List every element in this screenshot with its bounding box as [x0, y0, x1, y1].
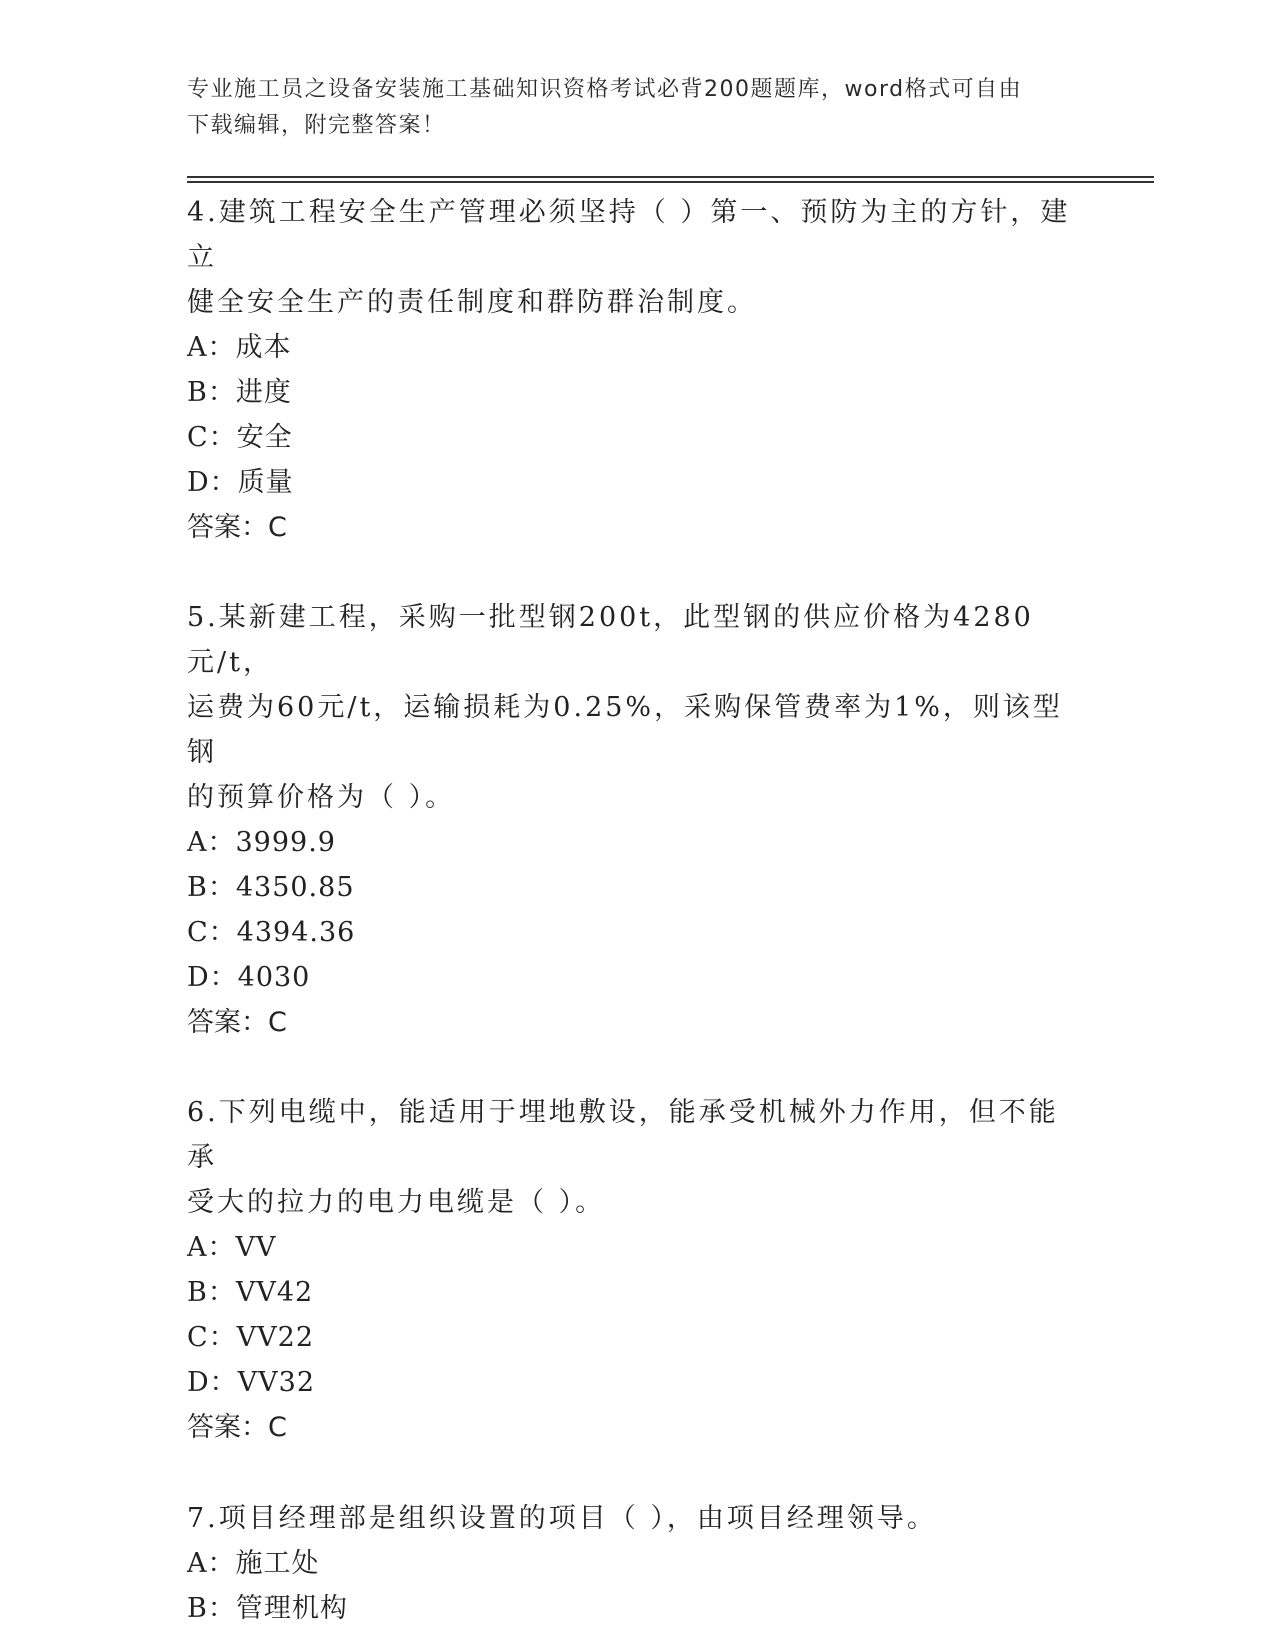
spacer: [187, 1450, 1087, 1496]
question-6: [187, 1090, 1087, 1450]
question-text: 5.某新建工程，采购一批型钢200t，此型钢的供应价格为4280元/t，: [187, 602, 1034, 678]
spacer: [187, 1045, 1087, 1090]
answer: 答案：C: [187, 512, 287, 543]
spacer: [187, 550, 1087, 595]
question-list: [187, 190, 1087, 1631]
option-a: A：施工处: [187, 1548, 320, 1579]
option-b: B：4350.85: [187, 872, 355, 903]
question-text: 6.下列电缆中，能适用于埋地敷设，能承受机械外力作用，但不能承: [187, 1097, 1059, 1173]
option-a: A：3999.9: [187, 827, 336, 858]
question-4: [187, 190, 1087, 550]
option-a: A：成本: [187, 332, 292, 363]
question-text: 的预算价格为（ ）。: [187, 782, 456, 813]
option-d: D：4030: [187, 962, 311, 993]
question-text: 受大的拉力的电力电缆是（ ）。: [187, 1187, 606, 1218]
header-divider-top: [187, 176, 1154, 178]
header-divider-bottom: [187, 181, 1154, 183]
question-text: 运费为60元/t，运输损耗为0.25%，采购保管费率为1%，则该型钢: [187, 692, 1063, 768]
option-a: A：VV: [187, 1232, 277, 1263]
option-d: D：质量: [187, 467, 294, 498]
option-d: D：VV32: [187, 1367, 316, 1398]
option-b: B：进度: [187, 377, 292, 408]
answer: 答案：C: [187, 1412, 287, 1443]
question-7: [187, 1496, 1087, 1631]
option-c: C：4394.36: [187, 917, 356, 948]
option-c: C：安全: [187, 422, 293, 453]
option-c: C：VV22: [187, 1322, 315, 1353]
question-5: [187, 595, 1087, 1045]
question-text: 4.建筑工程安全生产管理必须坚持（ ）第一、预防为主的方针，建立: [187, 197, 1071, 273]
document-header: [187, 72, 1087, 144]
answer: 答案：C: [187, 1007, 287, 1038]
option-b: B：管理机构: [187, 1593, 348, 1624]
option-b: B：VV42: [187, 1277, 314, 1308]
header-line-1: 专业施工员之设备安装施工基础知识资格考试必背200题题库，word格式可自由: [187, 77, 1023, 102]
question-text: 7.项目经理部是组织设置的项目（ ），由项目经理领导。: [187, 1503, 937, 1534]
question-text: 健全安全生产的责任制度和群防群治制度。: [187, 287, 757, 318]
header-line-2: 下载编辑，附完整答案！: [187, 113, 446, 138]
